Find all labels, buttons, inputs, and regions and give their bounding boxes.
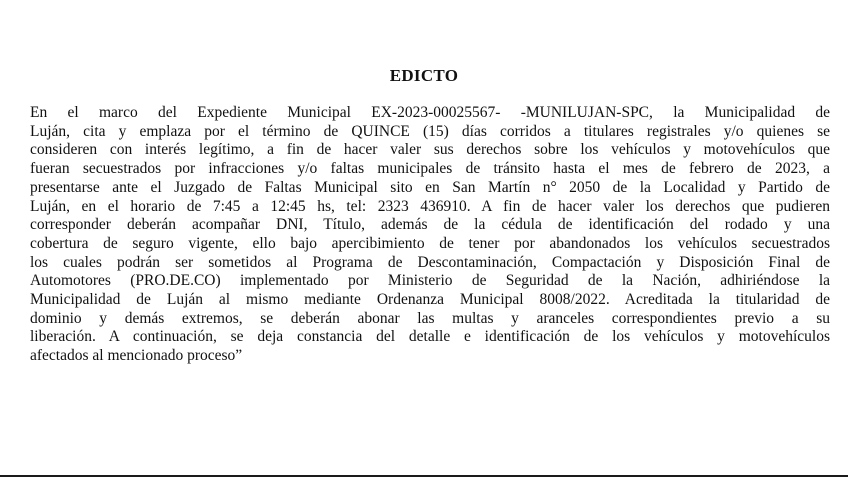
edict-line: Municipalidad de Luján al mismo mediante Ordenanza Municipal 8008/2022. Acreditada la titularidad de: [30, 291, 830, 309]
edict-line: cobertura de seguro vigente, ello bajo apercibimiento de tener por abandonados los vehículos secuestrados: [30, 234, 830, 252]
edict-line: Luján, en el horario de 7:45 a 12:45 hs, tel: 2323 436910. A fin de hacer valer los derechos que pudieren: [30, 197, 830, 215]
edict-body: [30, 104, 830, 366]
edict-line: Luján, cita y emplaza por el término de QUINCE (15) días corridos a titulares registrales y/o quienes se: [30, 122, 830, 140]
edict-line: presentarse ante el Juzgado de Faltas Municipal sito en San Martín n° 2050 de la Localidad y Partido de: [30, 178, 830, 196]
edict-line: consideren con interés legítimo, a fin de hacer valer sus derechos sobre los vehículos y motovehículos que: [30, 141, 830, 159]
edict-line-last: afectados al mencionado proceso”: [30, 347, 243, 365]
edict-line: corresponder deberán acompañar DNI, Título, además de la cédula de identificación del rodado y una: [30, 216, 830, 234]
edict-line: fueran secuestrados por infracciones y/o faltas municipales de tránsito hasta el mes de febrero de 2023, a: [30, 160, 830, 178]
edict-line: En el marco del Expediente Municipal EX-2023-00025567- -MUNILUJAN-SPC, la Municipalidad de: [30, 104, 830, 121]
edict-line: los cuales podrán ser sometidos al Programa de Descontaminación, Compactación y Disposición Final de: [30, 253, 830, 271]
edict-line: liberación. A continuación, se deja constancia del detalle e identificación de los vehículos y motovehículos: [30, 328, 830, 346]
edict-line: Automotores (PRO.DE.CO) implementado por Ministerio de Seguridad de la Nación, adhiriéndose la: [30, 272, 830, 290]
document-title: EDICTO: [389, 66, 459, 85]
edict-line: dominio y demás extremos, se deberán abonar las multas y aranceles correspondientes previo a su: [30, 309, 830, 327]
